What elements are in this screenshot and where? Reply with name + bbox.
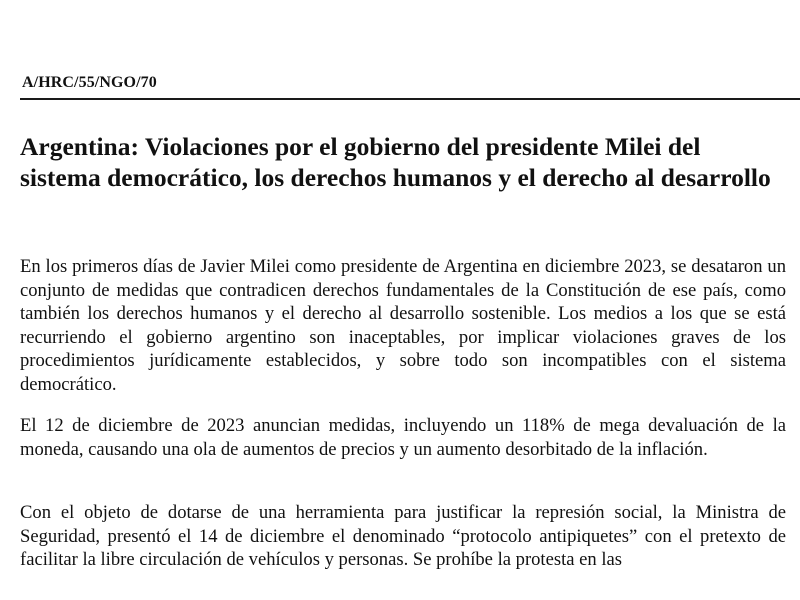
paragraph-1: En los primeros días de Javier Milei como presidente de Argentina en diciembre 2023, se desataron un conjunto de medidas que contradicen derechos fundamentales de la Constitución de ese país, como también los derechos humanos y el derecho al desarrollo sostenible. Los medios a los que se está recurriendo el gobierno argentino son inaceptables, por implicar violaciones graves de los procedimientos jurídicamente establecidos, y sobre todo son incompatibles con el sistema democrático. [20, 256, 786, 395]
paragraph-2: El 12 de diciembre de 2023 anuncian medidas, incluyendo un 118% de mega devaluación de la moneda, causando una ola de aumentos de precios y un aumento desorbitado de la inflación. [20, 415, 786, 460]
document-symbol: A/HRC/55/NGO/70 [22, 74, 157, 91]
paragraph-3: Con el objeto de dotarse de una herramienta para justificar la represión social, la Ministra de Seguridad, presentó el 14 de diciembre el denominado “protocolo antipiquetes” con el pretexto de facilitar la libre circulación de vehículos y personas. Se prohíbe la protesta en las [20, 502, 786, 571]
document-title: Argentina: Violaciones por el gobierno del presidente Milei del sistema democrático, los derechos humanos y el derecho al desarrollo [20, 132, 771, 192]
